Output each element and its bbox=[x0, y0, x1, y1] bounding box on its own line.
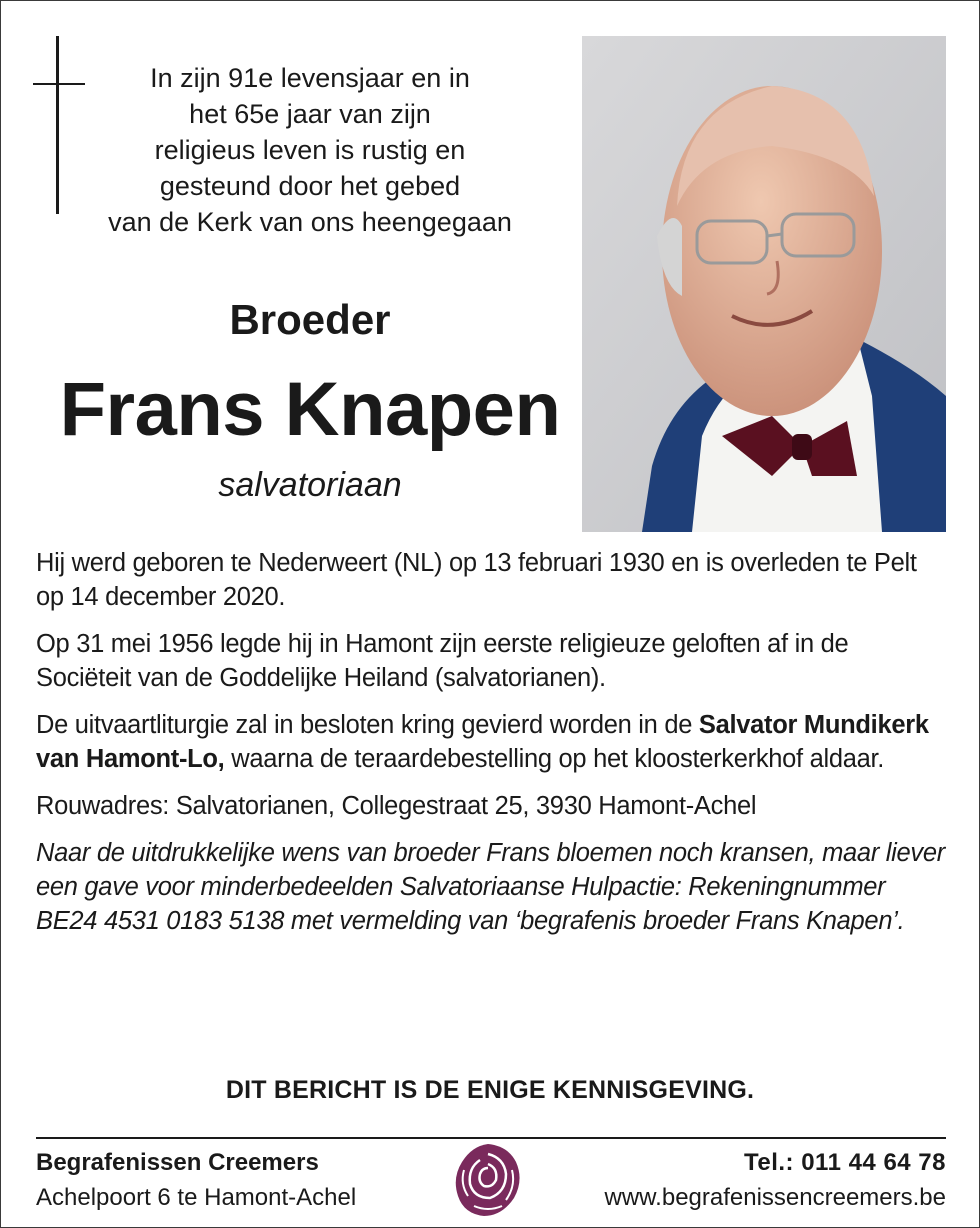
funeral-home-phone: Tel.: 011 44 64 78 bbox=[743, 1149, 946, 1176]
funeral-paragraph bbox=[36, 708, 946, 776]
divider bbox=[36, 1137, 946, 1139]
birth-paragraph: Hij werd geboren te Nederweert (NL) op 13 februari 1930 en is overleden te Pelt op 14 december 2020. bbox=[36, 549, 917, 611]
funeral-place: Salvator Mundikerk van Hamont-Lo, bbox=[36, 711, 929, 773]
funeral-text: waarna de teraardebestelling op het kloosterkerkhof aldaar. bbox=[224, 745, 885, 773]
rose-icon bbox=[450, 1140, 526, 1220]
deceased-name: Frans Knapen bbox=[59, 367, 561, 452]
funeral-home-name: Begrafenissen Creemers bbox=[36, 1149, 319, 1176]
intro-line: In zijn 91e levensjaar en in bbox=[150, 63, 470, 93]
address-paragraph: Rouwadres: Salvatorianen, Collegestraat 25, 3930 Hamont-Achel bbox=[36, 792, 757, 820]
intro-text bbox=[80, 60, 540, 240]
intro-line: religieus leven is rustig en bbox=[154, 135, 466, 165]
portrait-photo bbox=[582, 36, 946, 532]
intro-line: het 65e jaar van zijn bbox=[189, 99, 431, 129]
wish-paragraph: Naar de uitdrukkelijke wens van broeder Frans bloemen noch kransen, maar liever een gave voor minderbedeelden Salvatoriaanse Hulpactie: Rekeningnummer BE24 4531 0183 5138 met vermelding van ‘begrafenis broeder Frans Knapen’. bbox=[36, 839, 945, 935]
obituary-body bbox=[36, 546, 946, 951]
cross-icon bbox=[33, 36, 85, 214]
funeral-text: De uitvaartliturgie zal in besloten kring gevierd worden in de bbox=[36, 711, 699, 739]
deceased-order: salvatoriaan bbox=[218, 466, 402, 504]
notice-heading: DIT BERICHT IS DE ENIGE KENNISGEVING. bbox=[225, 1076, 755, 1104]
deceased-prefix: Broeder bbox=[229, 296, 391, 343]
intro-line: gesteund door het gebed bbox=[159, 171, 461, 201]
intro-line: van de Kerk van ons heengegaan bbox=[108, 207, 512, 237]
funeral-home-website[interactable]: www.begrafenissencreemers.be bbox=[604, 1184, 946, 1211]
vows-paragraph: Op 31 mei 1956 legde hij in Hamont zijn eerste religieuze geloften af in de Sociëteit van de Goddelijke Heiland (salvatorianen). bbox=[36, 630, 849, 692]
funeral-home-address: Achelpoort 6 te Hamont-Achel bbox=[36, 1184, 357, 1211]
